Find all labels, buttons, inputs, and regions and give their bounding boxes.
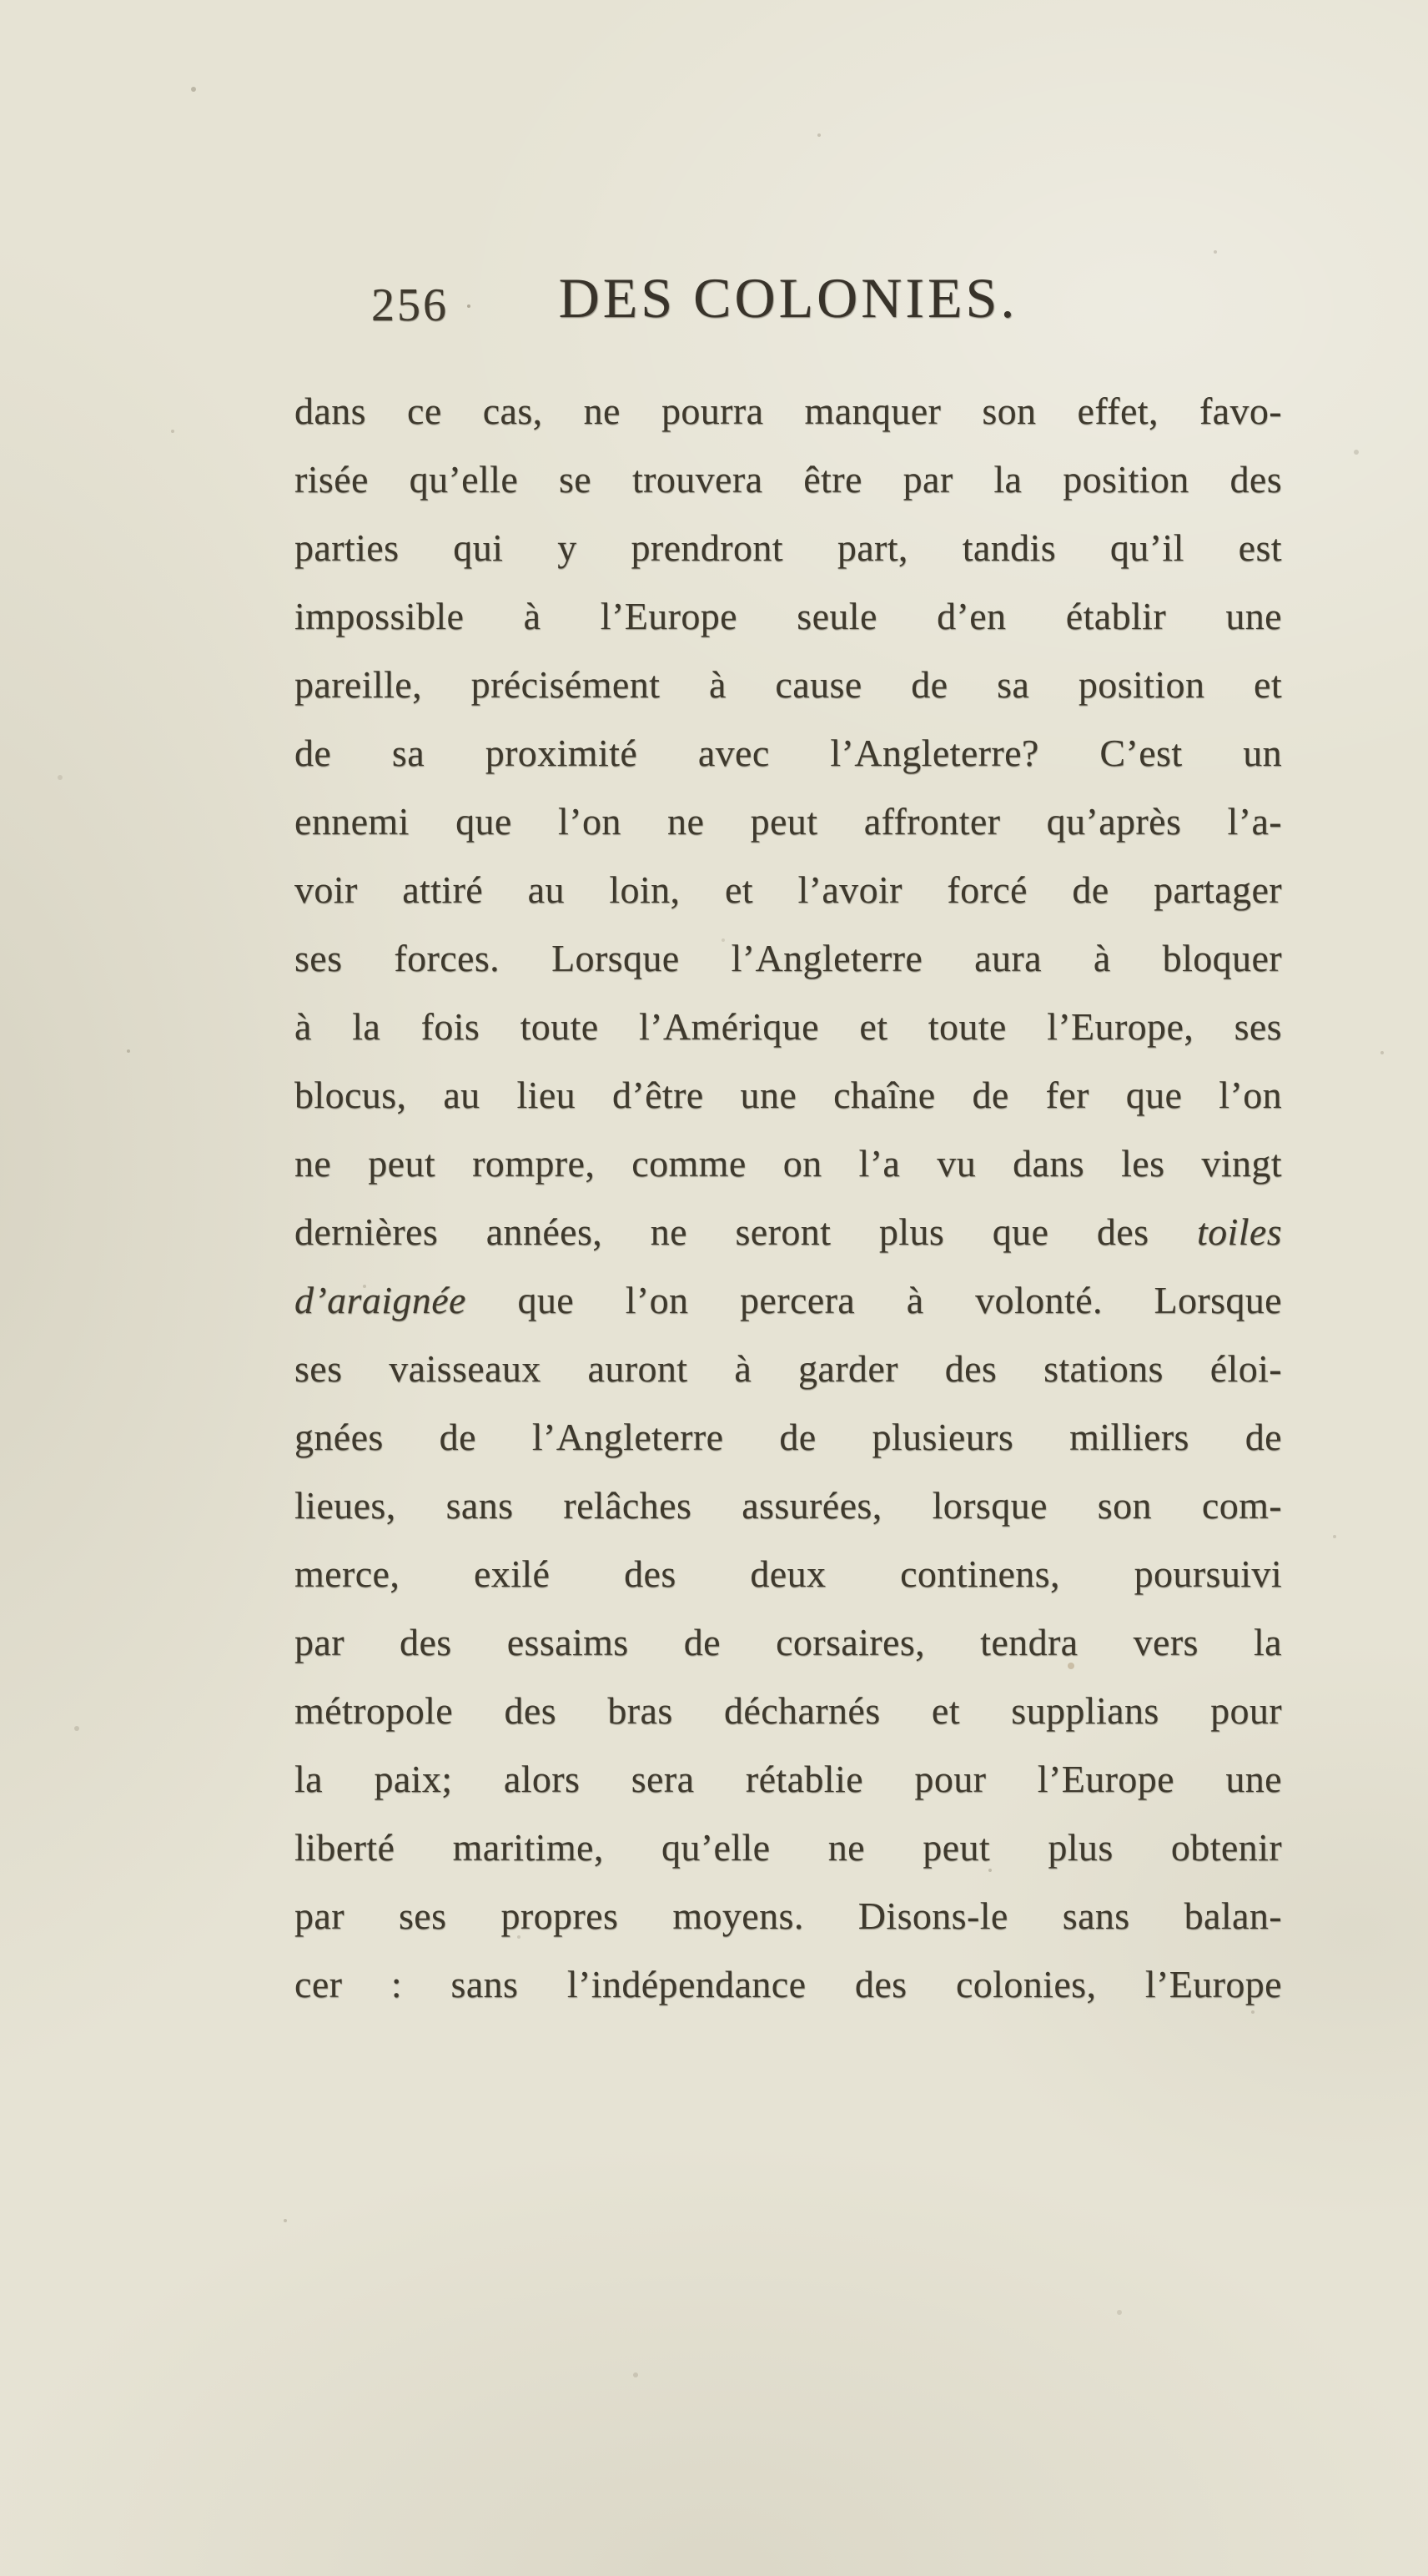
text-segment: blocus, au lieu d’être une chaîne de fer que l’on <box>294 1074 1282 1116</box>
text-line <box>294 1814 1282 1882</box>
text-line <box>294 856 1282 924</box>
text-segment: par ses propres moyens. Disons-le sans balan- <box>294 1894 1282 1937</box>
text-segment: dans ce cas, ne pourra manquer son effet, favo- <box>294 390 1282 432</box>
text-line <box>294 1677 1282 1745</box>
paper-texture <box>0 0 3 3</box>
text-segment: cer : sans l’indépendance des colonies, l’Europe <box>294 1963 1282 2005</box>
text-line <box>294 377 1282 445</box>
text-line <box>294 1403 1282 1472</box>
text-line <box>294 993 1282 1061</box>
body-text <box>294 377 1282 2019</box>
text-segment: dernières années, ne seront plus que des <box>294 1210 1197 1253</box>
text-line <box>294 1061 1282 1130</box>
text-segment: voir attiré au loin, et l’avoir forcé de partager <box>294 868 1282 911</box>
text-segment: métropole des bras décharnés et supplians pour <box>294 1689 1282 1732</box>
text-line <box>294 1130 1282 1198</box>
text-line <box>294 445 1282 514</box>
text-segment: de sa proximité avec l’Angleterre? C’est un <box>294 732 1282 774</box>
text-line <box>294 1472 1282 1540</box>
text-segment: gnées de l’Angleterre de plusieurs milliers de <box>294 1416 1282 1458</box>
text-segment: merce, exilé des deux continens, poursuivi <box>294 1552 1282 1595</box>
text-segment: impossible à l’Europe seule d’en établir une <box>294 595 1282 637</box>
text-line <box>294 1608 1282 1677</box>
text-segment: ennemi que l’on ne peut affronter qu’après l’a- <box>294 800 1282 843</box>
text-segment: pareille, précisément à cause de sa position et <box>294 663 1282 706</box>
text-line <box>294 1745 1282 1814</box>
text-segment: ne peut rompre, comme on l’a vu dans les vingt <box>294 1142 1282 1185</box>
text-line <box>294 924 1282 993</box>
text-line <box>294 514 1282 582</box>
text-line <box>294 1950 1282 2019</box>
page-number: 256 <box>371 279 449 331</box>
text-segment: ses forces. Lorsque l’Angleterre aura à bloquer <box>294 937 1282 979</box>
page-header <box>294 265 1282 340</box>
text-segment: par des essaims de corsaires, tendra vers la <box>294 1621 1282 1663</box>
text-segment: la paix; alors sera rétablie pour l’Europe une <box>294 1758 1282 1800</box>
text-line <box>294 1198 1282 1266</box>
text-segment: que l’on percera à volonté. Lorsque <box>465 1279 1282 1321</box>
text-segment: à la fois toute l’Amérique et toute l’Europe, ses <box>294 1005 1282 1048</box>
italic-text-segment: d’araignée <box>294 1279 466 1321</box>
text-line <box>294 787 1282 856</box>
text-line <box>294 1335 1282 1403</box>
text-line <box>294 1266 1282 1335</box>
text-line <box>294 1882 1282 1950</box>
text-line <box>294 651 1282 719</box>
text-segment: liberté maritime, qu’elle ne peut plus obtenir <box>294 1826 1282 1869</box>
text-segment: risée qu’elle se trouvera être par la position des <box>294 458 1282 501</box>
running-title: DES COLONIES. <box>558 266 1018 330</box>
text-segment: ses vaisseaux auront à garder des stations éloi- <box>294 1347 1282 1390</box>
text-line <box>294 719 1282 787</box>
text-segment: lieues, sans relâches assurées, lorsque son com- <box>294 1484 1282 1527</box>
text-line <box>294 1540 1282 1608</box>
text-line <box>294 582 1282 651</box>
text-segment: parties qui y prendront part, tandis qu’il est <box>294 526 1282 569</box>
italic-text-segment: toiles <box>1196 1210 1282 1253</box>
